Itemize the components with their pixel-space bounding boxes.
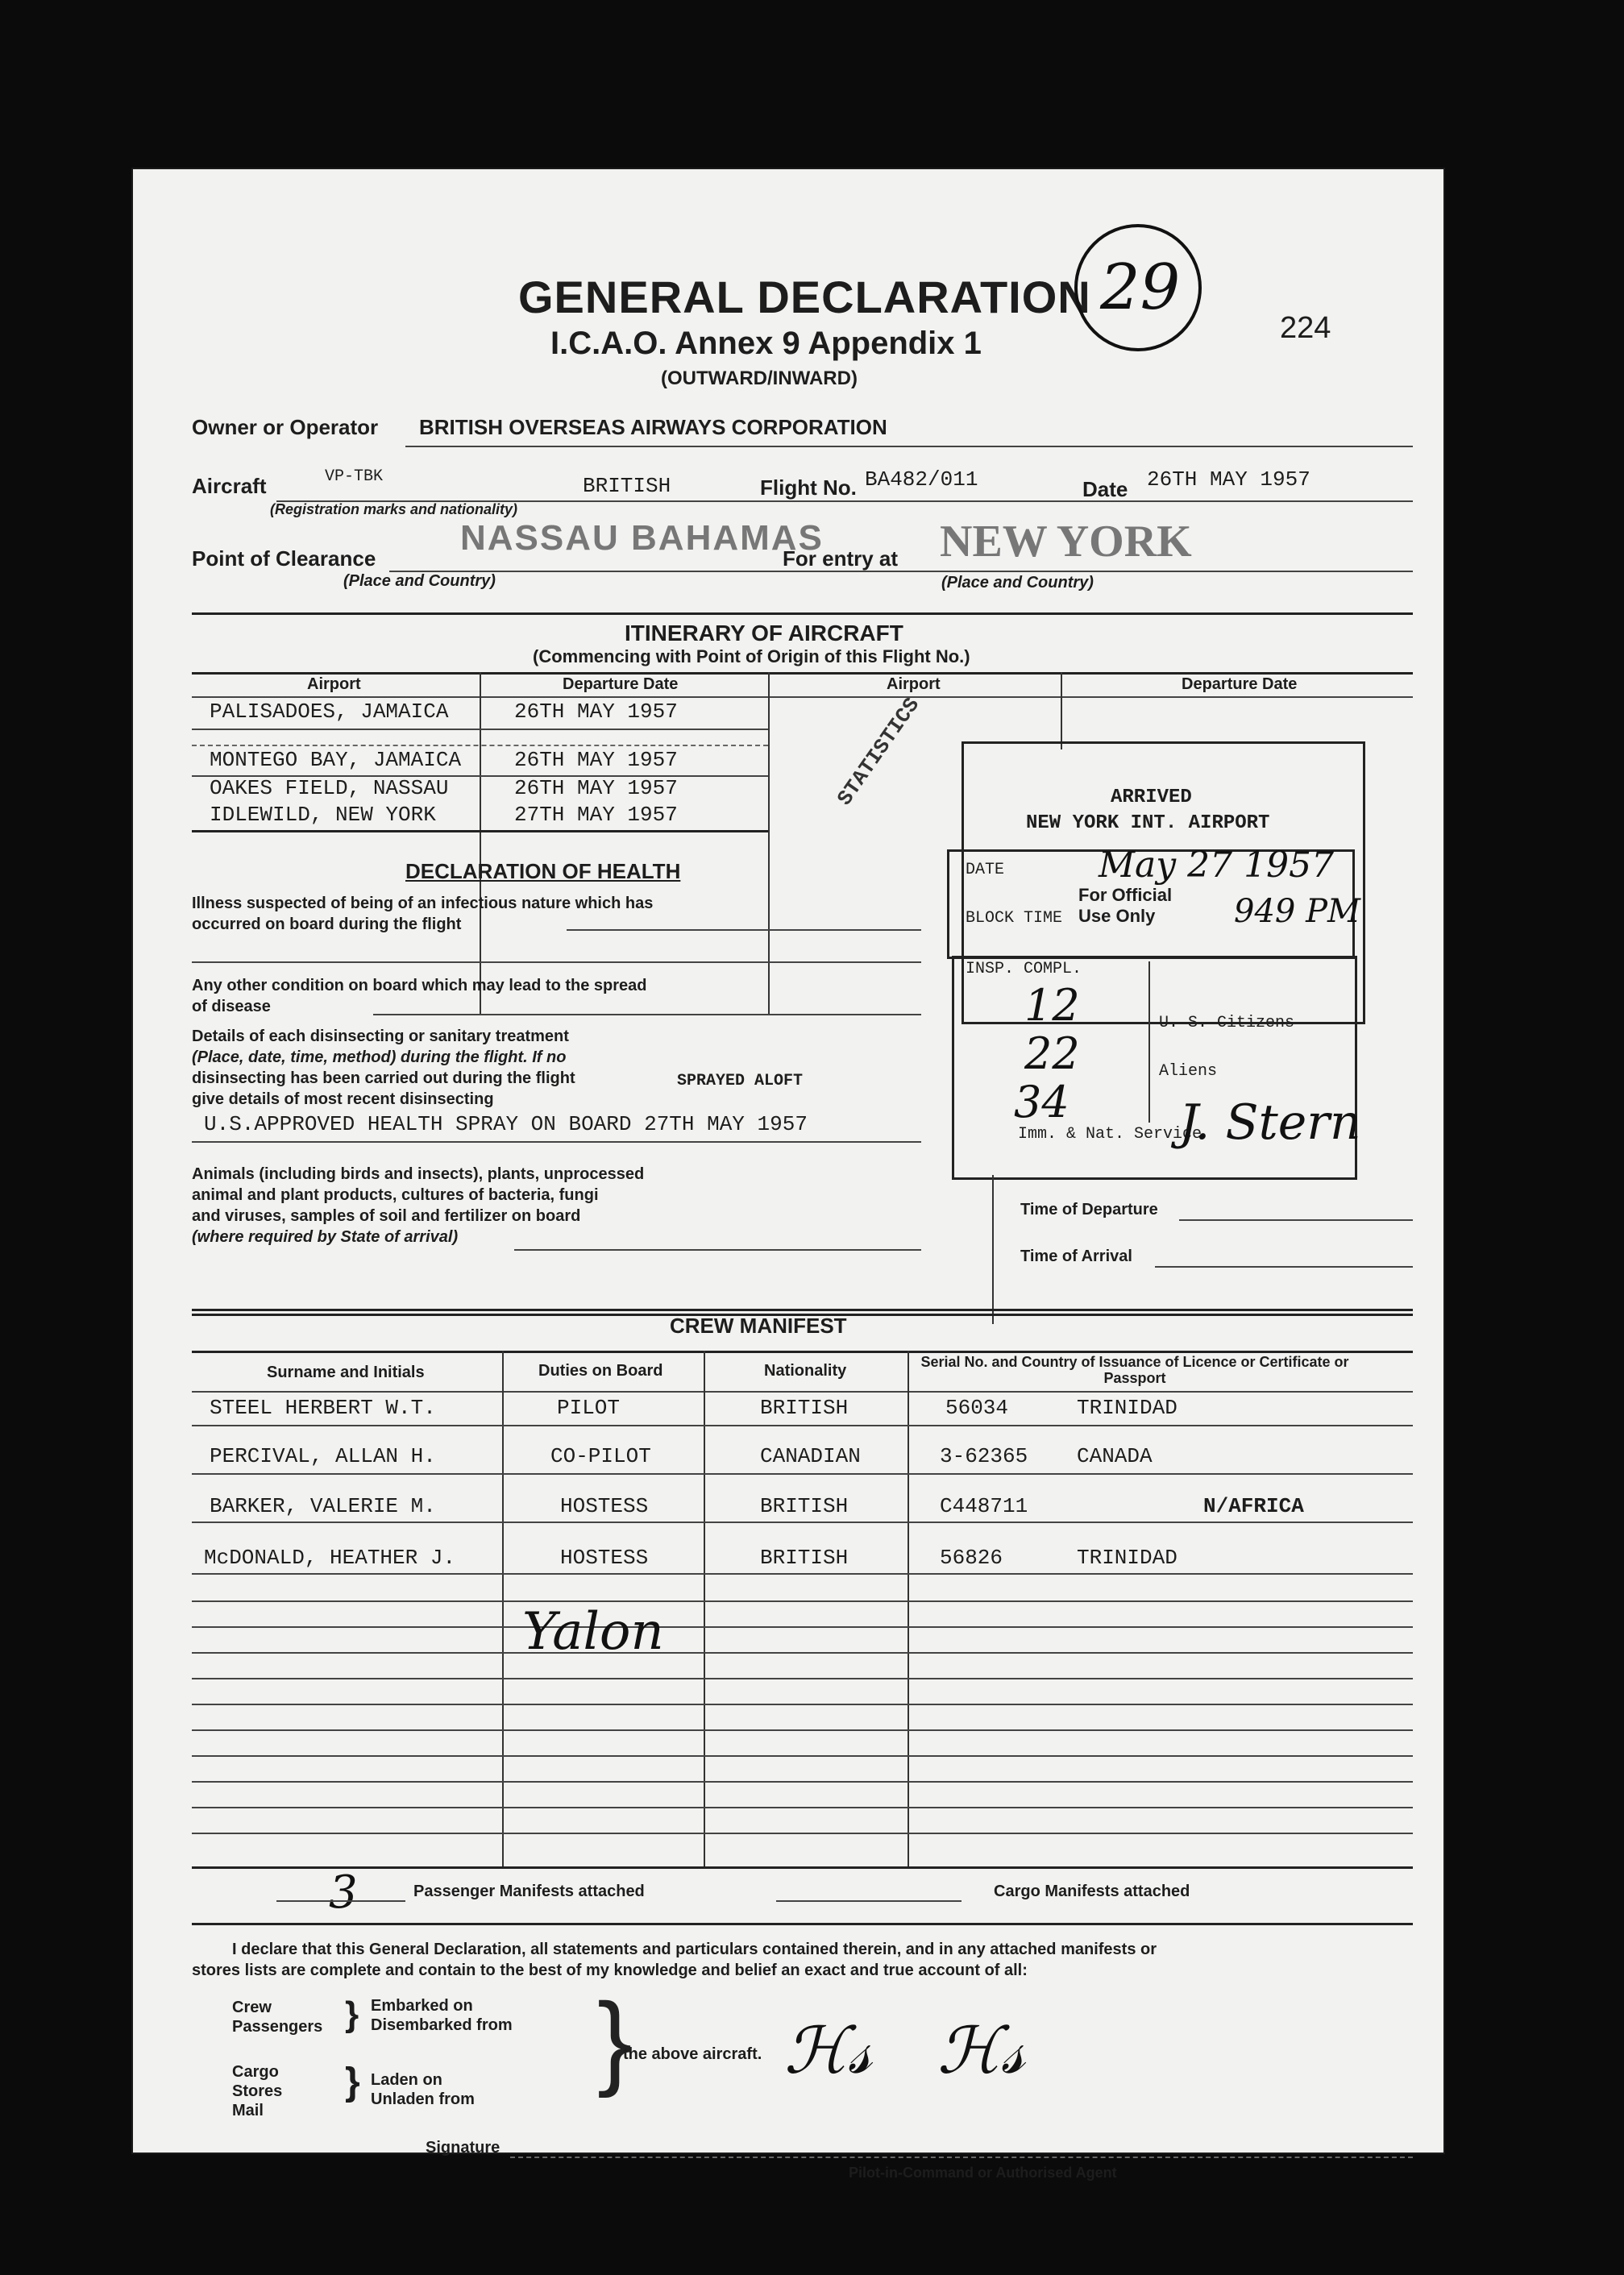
date-label: Date [1082,477,1128,501]
crew-row-2-serial: 3-62365 [940,1444,1028,1468]
crew-row-4-serial: 56826 [940,1546,1003,1570]
decl-passengers: Passengers [232,2018,323,2036]
crew-row-1-name: STEEL HERBERT W.T. [210,1396,436,1420]
crew-row-3-country: N/AFRICA [1203,1494,1304,1518]
itinerary-subtitle: (Commencing with Point of Origin of this Flight No.) [533,646,970,666]
stamp-aliens-value: 22 [1024,1028,1080,1079]
flight-value: BA482/011 [865,467,978,492]
crew-header-duty: Duties on Board [538,1362,663,1380]
health-disinsect-4: give details of most recent disinsecting [192,1090,494,1108]
aircraft-registration: VP-TBK [325,467,384,486]
page-subtitle: I.C.A.O. Annex 9 Appendix 1 [550,326,982,361]
decl-laden: Laden on [371,2071,442,2089]
itin-row-4-date: 27TH MAY 1957 [514,803,678,827]
clearance-note: (Place and Country) [343,572,496,590]
crew-row-3-nationality: BRITISH [760,1494,849,1518]
crew-row-4-country: TRINIDAD [1077,1546,1178,1570]
health-animals-4: (where required by State of arrival) [192,1228,459,1246]
crew-header-name: Surname and Initials [267,1364,425,1381]
itin-row-3-airport: OAKES FIELD, NASSAU [210,776,449,800]
crew-initials: Yalon [522,1602,664,1662]
aircraft-label: Aircraft [192,474,267,498]
entry-label: For entry at [783,546,899,571]
crew-title: CREW MANIFEST [670,1314,847,1338]
itinerary-title: ITINERARY OF AIRCRAFT [625,621,903,646]
crew-row-4-nationality: BRITISH [760,1546,849,1570]
decl-crew: Crew [232,1999,272,2016]
date-value: 26TH MAY 1957 [1147,467,1310,492]
pilot-label: Pilot-in-Command or Authorised Agent [849,2165,1117,2181]
crew-row-4-name: McDONALD, HEATHER J. [204,1546,456,1570]
declaration-text-1: I declare that this General Declaration, all statements and particulars contained therein, and in any attached manifests or [232,1941,1157,1958]
health-animals-1: Animals (including birds and insects), plants, unprocessed [192,1165,645,1183]
stamp-citizens-value: 12 [1024,980,1080,1031]
owner-label: Owner or Operator [192,415,379,439]
crew-row-3-duty: HOSTESS [560,1494,649,1518]
itin-row-4-airport: IDLEWILD, NEW YORK [210,803,436,827]
clearance-value: NASSAU BAHAMAS [460,518,824,558]
health-title: DECLARATION OF HEALTH [405,859,681,883]
itin-row-1-date: 26TH MAY 1957 [514,700,678,724]
decl-mail: Mail [232,2102,264,2119]
stamp-citizens-label: U. S. Citizens [1159,1014,1295,1032]
clearance-label: Point of Clearance [192,546,376,571]
stamp-block-label: BLOCK TIME [966,909,1063,928]
crew-row-4-duty: HOSTESS [560,1546,649,1570]
health-animals-3: and viruses, samples of soil and fertilizer on board [192,1207,581,1225]
crew-row-2-country: CANADA [1077,1444,1153,1468]
decl-disembarked: Disembarked from [371,2016,513,2034]
stamp-date-value: May 27 1957 [1099,845,1335,886]
health-illness: Illness suspected of being of an infectious nature which has occurred on board during the flight [192,895,654,933]
passenger-count: 3 [329,1866,358,1919]
health-other: Any other condition on board which may lead to the spread of disease [192,977,647,1015]
crew-row-2-name: PERCIVAL, ALLAN H. [210,1444,436,1468]
crew-row-1-serial: 56034 [945,1396,1009,1420]
stamp-signature: J. Stern [1179,1094,1361,1151]
crew-header-nationality: Nationality [764,1362,847,1380]
flight-label: Flight No. [760,475,857,500]
crew-row-1-duty: PILOT [557,1396,621,1420]
stamp-official: For Official Use Only [1078,885,1173,926]
decl-cargo: Cargo [232,2063,279,2081]
statistics-stamp: STATISTICS [833,693,925,811]
itin-header-date-1: Departure Date [563,675,679,693]
health-disinsect-3: disinsecting has been carried out during the flight [192,1069,575,1087]
stamp-block-value: 949 PM [1234,893,1360,930]
crew-row-1-country: TRINIDAD [1077,1396,1178,1420]
time-arrival-label: Time of Arrival [1020,1248,1132,1265]
decl-embarked: Embarked on [371,1997,473,2015]
aircraft-nationality: BRITISH [583,474,671,498]
stamp-total-value: 34 [1014,1077,1070,1127]
stamp-date-label: DATE [966,861,1005,879]
pilot-signature-1: ℋ𝓈 [784,2013,872,2088]
declaration-text-2: stores lists are complete and contain to the best of my knowledge and belief an exact and true account of all: [192,1962,1028,1979]
cargo-manifest-label: Cargo Manifests attached [994,1883,1190,1900]
entry-note: (Place and Country) [941,574,1094,592]
itin-header-date-2: Departure Date [1182,675,1298,693]
circled-number [1074,224,1202,351]
health-spray-note: U.S.APPROVED HEALTH SPRAY ON BOARD 27TH MAY 1957 [204,1112,808,1136]
itin-header-airport-2: Airport [887,675,941,693]
health-animals-2: animal and plant products, cultures of bacteria, fungi [192,1186,599,1204]
itin-row-3-date: 26TH MAY 1957 [514,776,678,800]
crew-row-2-duty: CO-PILOT [550,1444,651,1468]
declaration-sheet: GENERAL DECLARATION I.C.A.O. Annex 9 Appendix 1 (OUTWARD/INWARD) 29 224 Owner or Operator BRITISH OVERSEAS AIRWAYS CORPORATION Aircraft VP-TBK BRITISH Flight No. BA482/011 Date 26TH MAY 1957 (Registration marks and nationality) Point of Clearance NASSAU BAHAMAS For entry at NEW YORK (Place and Country) (Place and Country) ITINERARY OF AIRCRAFT (Commencing with Point of Origin of this Flight No.) Airport Departure Date Airport Departure Date PALISADOES, JAMAICA 26TH MAY 1957 MONTEGO BAY, JAMAICA 26TH MAY 1957 OAKES FIELD, NASSAU 26TH MAY 1957 IDLEWILD, NEW YORK 27TH MAY 1957 STATISTICS ARRIVED NEW YORK INT. AIRPORT DATE May 27 1957 BLOCK TIME For Official Use Only 949 PM INSP. COMPL. 12 U. S. Citizens 22 Aliens 34 Imm. & Nat. Service J. Stern DECLARATION OF HEALTH Illness suspected of being of an infectious nature which has occurred on board during the flight Any other condition on board which may lead to the spread of disease Details of each disinsecting or sanitary treatment (Place, date, time, method) during the flight. If no disinsecting has been carried out during the flight SPRAYED ALOFT give details of most recent disinsecting U.S.APPROVED HEALTH SPRAY ON BOARD 27TH MAY 1957 Animals (including birds and insects), plants, unprocessed animal and plant products, cultures of bacteria, fungi and viruses, samples of soil and fertilizer on board (where required by State of arrival) Time of Departure Time of Arrival CREW MANIFEST Surname and Initials Duties on Board Nationality Serial No. and Country of Issuance of Licence or Certificate or Passport STEEL HERBERT W.T. PILOT BRITISH 56034 TRINIDAD PERCIVAL, ALLAN H. CO-PILOT CANADIAN 3-62365 CANADA BARKER, VALERIE M. HOSTESS BRITISH C448711 N/AFRICA McDONALD, HEATHER J. HOSTESS BRITISH 56826 TRINIDAD Yalon 3 Passenger Manifests attached Cargo Manifests attached I declare that this General Declaration, all statements and particulars contained therein, and in any attached manifests or stores lists are complete and contain to the best of my knowledge and belief an exact and true account of all: Crew Passengers } Embarked on Disembarked from Cargo Stores Mail } Laden on Unladen from } the above aircraft. ℋ𝓈 ℋ𝓈 Signature Pilot-in-Command or Authorised Agent [131,168,1445,2154]
decl-aircraft: the above aircraft. [623,2045,762,2063]
owner-value: BRITISH OVERSEAS AIRWAYS CORPORATION [419,415,887,439]
time-departure-label: Time of Departure [1020,1201,1158,1218]
itin-header-airport-1: Airport [307,675,361,693]
health-sprayed: SPRAYED ALOFT [677,1072,804,1090]
crew-row-1-nationality: BRITISH [760,1396,849,1420]
page-title: GENERAL DECLARATION [518,272,1091,322]
crew-row-2-nationality: CANADIAN [760,1444,861,1468]
stamp-airport: NEW YORK INT. AIRPORT [1026,812,1270,834]
passenger-manifest-label: Passenger Manifests attached [413,1883,645,1900]
health-disinsect-2: (Place, date, time, method) during the flight. If no [192,1048,567,1066]
entry-value: NEW YORK [940,517,1192,567]
signature-label: Signature [426,2139,500,2157]
crew-row-3-name: BARKER, VALERIE M. [210,1494,436,1518]
pilot-signature-2: ℋ𝓈 [937,2013,1025,2088]
itin-row-2-date: 26TH MAY 1957 [514,748,678,772]
itin-row-1-airport: PALISADOES, JAMAICA [210,700,449,724]
stamp-aliens-label: Aliens [1159,1062,1218,1081]
registration-note: (Registration marks and nationality) [270,501,518,517]
itin-row-2-airport: MONTEGO BAY, JAMAICA [210,748,462,772]
crew-header-serial: Serial No. and Country of Issuance of Licence or Certificate or Passport [920,1354,1349,1386]
decl-stores: Stores [232,2082,283,2100]
health-disinsect-1: Details of each disinsecting or sanitary treatment [192,1027,569,1045]
circled-number-value: 29 [1100,251,1181,324]
stamp-insp-label: INSP. COMPL. [966,960,1082,978]
decl-unladen: Unladen from [371,2090,475,2108]
page-number: 224 [1280,311,1331,345]
stamp-imm-label: Imm. & Nat. Service [1018,1125,1202,1144]
stamp-arrived: ARRIVED [1111,787,1192,808]
crew-row-3-serial: C448711 [940,1494,1028,1518]
direction-label: (OUTWARD/INWARD) [661,367,858,389]
